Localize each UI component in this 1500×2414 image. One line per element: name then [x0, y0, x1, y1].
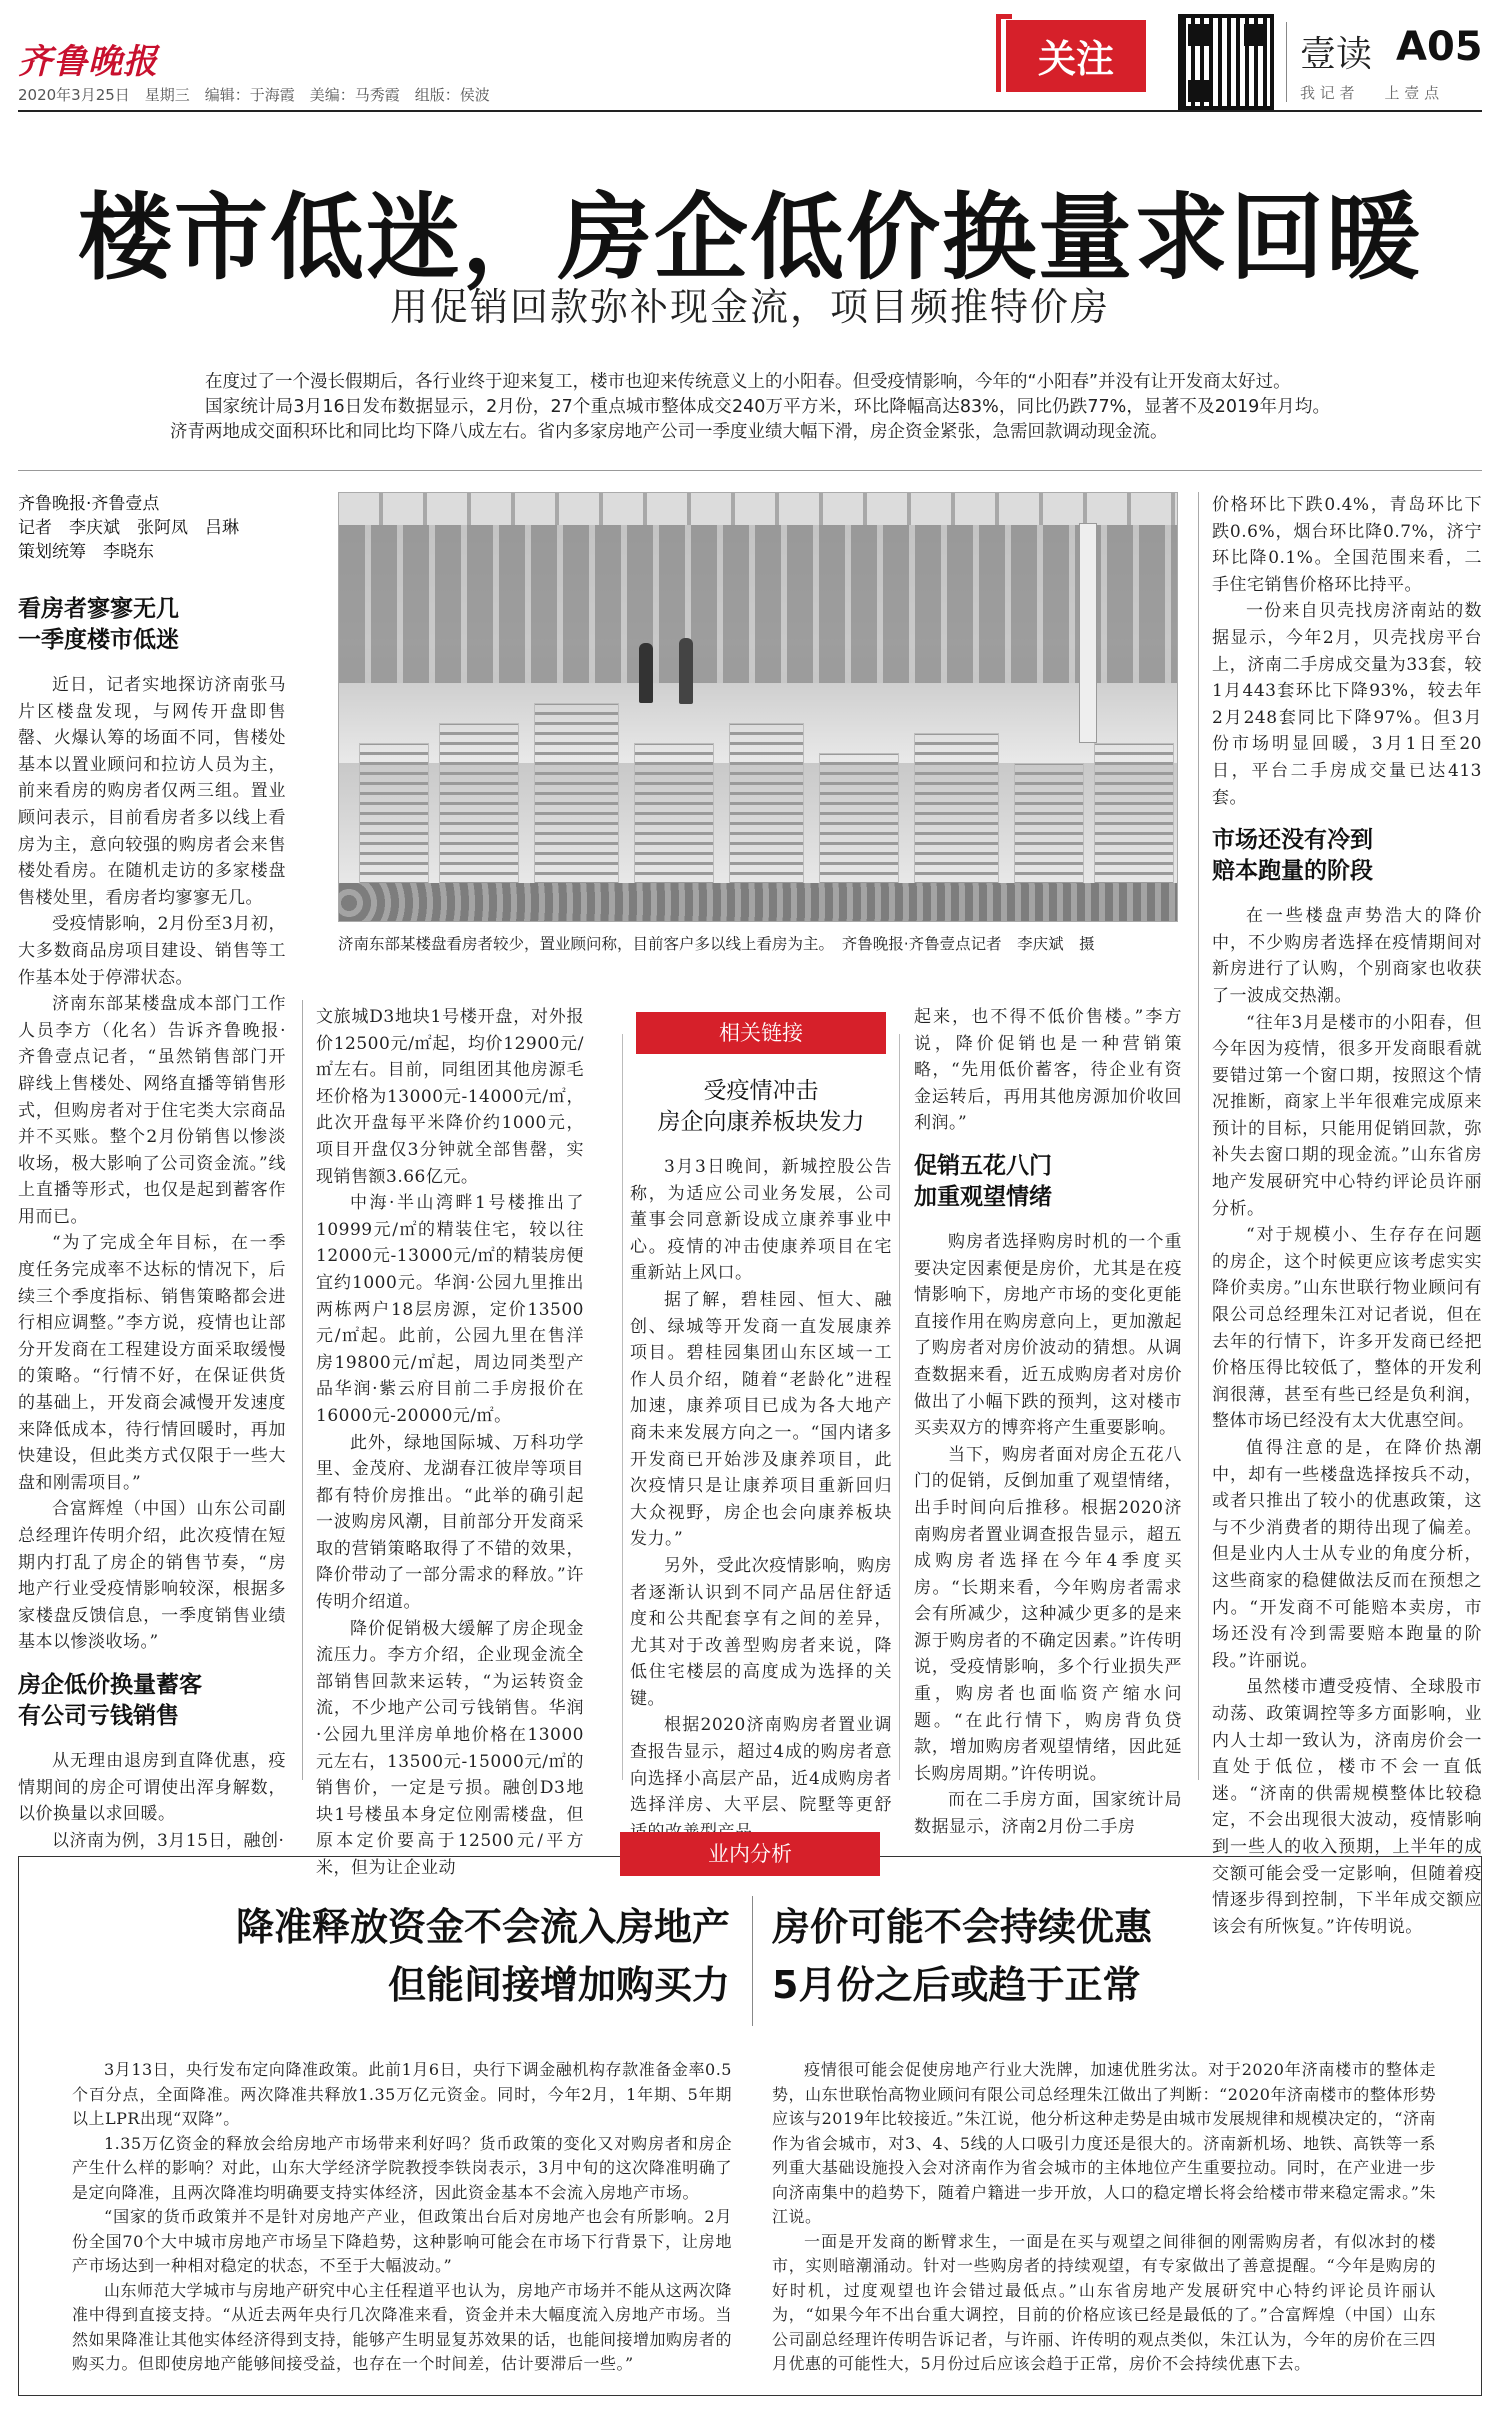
body-paragraph: 而在二手房方面，国家统计局数据显示，济南2月份二手房 [914, 1790, 1182, 1838]
photo-greenery [339, 883, 1178, 922]
subheading-promotions: 促销五花八门 加重观望情绪 [914, 1152, 1052, 1210]
lead-sentence-1: 在度过了一个漫长假期后，各行业终于迎来复工，楼市也迎来传统意义上的小阳春。但受疫情影响，今年的“小阳春”并没有让开发商太好过。 [205, 372, 1291, 392]
body-paragraph: 另外，受此次疫情影响，购房者逐渐认识到不同产品居住舒适度和公共配套享有之间的差异，尤其对于改善型购房者来说，降低住宅楼层的高度成为选择的关键。 [630, 1555, 892, 1709]
paper-name: 齐鲁晚报 [18, 42, 158, 82]
body-paragraph: 在一些楼盘声势浩大的降价中，不少购房者选择在疫情期间对新房进行了认购，个别商家也收获了一波成交热潮。 [1212, 906, 1482, 1006]
lead-paragraph [170, 370, 1330, 445]
body-paragraph: 一面是开发商的断臂求生，一面是在买与观望之间徘徊的刚需购房者，有似冰封的楼市，实则暗潮涌动。针对一些购房者的持续观望，有专家做出了善意提醒。“今年是购房的好时机，过度观望也许会错过最低点。”山东省房地产发展研究中心特约评论员许丽认为，“如果今年不出台重大调控，目前的价格应该已经是最低的了。”合富辉煌（中国）山东公司副总经理许传明告诉记者，与许丽、许传明的观点类似，朱江认为，今年的房价在三四月优惠的可能性大，5月份过后应该会趋于正常，房价不会持续优惠下去。 [772, 2231, 1436, 2373]
byline-source: 齐鲁晚报·齐鲁壹点 [18, 494, 160, 514]
analysis-right-body [772, 2058, 1436, 2377]
main-headline: 楼市低迷，房企低价换量求回暖 [77, 184, 1422, 293]
analysis-left-title: 降准释放资金不会流入房地产 但能间接增加购买力 [235, 1905, 730, 2007]
edition-motto: 我 记 者 上 壹 点 [1300, 84, 1440, 102]
body-paragraph: 根据2020济南购房者置业调查报告显示，超过4成的购房者意向选择小高层产品，近4成购房者选择洋房、大平层、院墅等更舒 [630, 1715, 892, 1816]
lead-sentence-2: 国家统计局3月16日发布数据显示，2月份，27个重点城市整体成交240万平方米，环比降幅高达83%，同比仍跌77%，显著不及2019年月均。济青两地成交面积环比和同比均下降八成左右。省内多家房地产公司一季度业绩大幅下滑，房企资金紧张，急需回款调动现金流。 [170, 397, 1330, 442]
body-paragraph: 购房者选择购房时机的一个重要决定因素便是房价，尤其是在疫情影响下，房地产市场的变化更能直接作用在购房意向上，更加激起了购房者对房价波动的猜想。从调查数据来看，近五成购房者对房价做出了小幅下跌的预判，这对楼市买卖双方的博弈将产生重要影响。 [914, 1231, 1182, 1439]
analysis-divider [752, 1896, 753, 2026]
column-divider [302, 1000, 303, 1780]
body-paragraph: “往年3月是楼市的小阳春，但今年因为疫情，很多开发商眼看就要错过第一个窗口期，按照这个情况推断，商家上半年很难完成原来预计的目标，只能用促销回款，弥补失去窗口期的现金流。”山东省房地产发展研究中心特约评论员许丽分析。 [1212, 1012, 1482, 1219]
issue-meta: 2020年3月25日 星期三 编辑：于海霞 美编：马秀霞 组版：侯波 [18, 86, 490, 104]
analysis-left-body [72, 2058, 732, 2377]
body-paragraph: “为了完成全年目标，在一季度任务完成率不达标的情况下，后续三个季度指标、销售策略都会进行相应调整。”李方说，疫情也让部分开发商在工程建设方面采取缓慢的策略。“行情不好，在保证供货的基础上，开发商会减慢开发速度来降低成本，待行情回暖时，再加快建设，但此类方式仅限于一些大盘和刚需项目。” [18, 1233, 286, 1493]
subheading-market: 市场还没有冷到 赔本跑量的阶段 [1212, 827, 1373, 885]
sub-headline: 用促销回款弥补现金流，项目频推特价房 [389, 285, 1110, 329]
body-paragraph: 起来，也不得不低价售楼。”李方说，降价促销也是一种营销策略，“先用低价蓄客，待企业有资金运转后，再用其他房源加价收回利润。” [914, 1007, 1182, 1134]
body-paragraph: 中海·半山湾畔1号楼推出了10999元/㎡的精装住宅，较以往12000元-13000元/㎡的精装房便宜约1000元。华润·公园九里推出两栋两户18层房源，定价13500元/㎡起。此前，公园九里在售洋房19800元/㎡起，周边同类型产品华润·紫云府目前二手房报价在16000元-20000元/㎡。 [316, 1193, 584, 1426]
body-paragraph: 据了解，碧桂园、恒大、融创、绿城等开发商一直发展康养项目。碧桂园集团山东区域一工作人员介绍，随着“老龄化”进程加速，康养项目已成为各大地产商未来发展方向之一。“国内诸多开发商已开始涉及康养项目，此次疫情只是让康养项目重新回归大众视野，房企也会向康养板块发力。” [630, 1289, 892, 1550]
body-paragraph: “国家的货币政策并不是针对房地产产业，但政策出台后对房地产也会有所影响。2月份全国70个大中城市房地产市场呈下降趋势，这种影响可能会在市场下行背景下，让房地产市场达到一种相对稳定的状态，不至于大幅波动。” [72, 2207, 732, 2275]
body-paragraph: 值得注意的是，在降价热潮中，却有一些楼盘选择按兵不动，或者只推出了较小的优惠政策，这与不少消费者的期待出现了偏差。但是业内人士从专业的角度分析，这些商家的稳健做法反而在预想之内。“开发商不可能赔本卖房，市场还没有冷到需要赔本跑量的阶段。”许丽说。 [1212, 1438, 1482, 1671]
body-paragraph: 合富辉煌（中国）山东公司副总经理许传明介绍，此次疫情在短期内打乱了房企的销售节奏，“房地产行业受疫情影响较深，根据多家楼盘反馈信息，一季度销售业绩基本以惨淡收场。” [18, 1499, 286, 1653]
page-number: A05 [1396, 24, 1483, 70]
column-divider [1198, 492, 1199, 1780]
qr-code-icon [1178, 14, 1274, 110]
body-paragraph: 1.35万亿资金的释放会给房地产市场带来利好吗？货币政策的变化又对购房者和房企产生什么样的影响？对此，山东大学经济学院教授李铁岗表示，3月中旬的这次降准明确了是定向降准，且两次降准均明确要支持实体经济，因此资金基本不会流入房地产市场。 [72, 2133, 732, 2202]
column-4 [914, 1004, 1182, 1841]
body-paragraph: 以济南为例，3月15日，融创· [52, 1830, 285, 1851]
photo-ceiling [339, 493, 1178, 525]
body-paragraph: 当下，购房者面对房企五花八门的促销，反倒加重了观望情绪，出手时间向后推移。根据2020济南购房者置业调查报告显示，超五成购房者选择在今年4季度买房。“长期来看，今年购房者需求会有所减少，这种减少更多的是来源于购房者的不确定因素。”许传明说，受疫情影响，多个行业损失严重，购房者也面临资产缩水问题。“在此行情下，购房背负贷款，增加购房者观望情绪，因此延长购房周期。”许传明说。 [914, 1444, 1182, 1784]
body-paragraph: 3月3日晚间，新城控股公告称，为适应公司业务发展，公司董事会同意新设成立康养事业中心。疫情的冲击使康养项目在宅重新站上风口。 [630, 1157, 892, 1284]
body-paragraph: 降价促销极大缓解了房企现金流压力。李方介绍，企业现金流全部销售回款来运转，“为运转资金流，不少地产公司亏钱销售。华润·公园九里洋房单地价格在13000元左右，13500元-15000元/㎡的销售价，一定是亏损。融创D3地块1号楼虽本身定位刚需楼盘，但原本定价要高于12500元/平方米，但为让企业动 [316, 1618, 584, 1878]
subheading-low-price: 房企低价换量蓄客 有公司亏钱销售 [18, 1671, 202, 1729]
body-paragraph: 一份来自贝壳找房济南站的数据显示，今年2月，贝壳找房平台上，济南二手房成交量为33套，较1月443套环比下降93%，较去年2月248套同比下降97%。但3月份市场明显回暖，3月1日至20日，平台二手房成交量已达413套。 [1212, 601, 1482, 808]
edition-name: 壹读 [1300, 34, 1373, 75]
body-paragraph: 近日，记者实地探访济南张马片区楼盘发现，与网传开盘即售罄、火爆认筹的场面不同，售楼处基本以置业顾问和拉访人员为主，前来看房的购房者仅两三组。置业顾问表示，目前看房者多以线上看房为主，意向较强的购房者会来售楼处看房。在随机走访的多家楼盘售楼处里，看房者均寥寥无几。 [18, 675, 286, 908]
body-paragraph: 山东师范大学城市与房地产研究中心主任程道平也认为，房地产市场并不能从这两次降准中得到直接支持。“从近去两年央行几次降准来看，资金并未大幅度流入房地产市场。当然如果降准让其他实体经济得到支持，能够产生明显复苏效果的话，也能间接增加购房者的购买力。但即使房地产能够间接受益，也存在一个时间差，估计要滞后一些。” [72, 2280, 733, 2373]
lead-rule [18, 470, 1482, 471]
body-paragraph: 价格环比下跌0.4%，青岛环比下跌0.6%，烟台环比降0.7%，济宁环比降0.1%。全国范围来看，二手住宅销售价格环比持平。 [1212, 495, 1482, 595]
photo-lamp [1079, 523, 1097, 743]
subheading-viewers-few: 看房者寥寥无几 一季度楼市低迷 [18, 596, 179, 653]
body-paragraph: 此外，绿地国际城、万科功学里、金茂府、龙湖春江彼岸等项目都有特价房推出。“此举的确引起一波购房风潮，目前部分开发商采取的营销策略取得了不错的效果，降价带动了一部分需求的释放。”许传明介绍道。 [316, 1432, 584, 1613]
masthead-rule [18, 110, 1482, 112]
news-photo [338, 492, 1178, 922]
body-paragraph: 文旅城D3地块1号楼开盘，对外报价12500元/㎡起，均价12900元/㎡左右。目前，同组团其他房源毛坯价格为13000元-14000元/㎡，此次开盘每平米降价约1000元，项目开盘仅3分钟就全部售罄，实现销售额3.66亿元。 [316, 1007, 584, 1187]
masthead-divider [1286, 22, 1287, 102]
byline [18, 492, 318, 564]
body-paragraph: 从无理由退房到直降优惠，疫情期间的房企可谓使出浑身解数，以价换量以求回暖。 [18, 1750, 286, 1825]
body-paragraph: 疫情很可能会促使房地产行业大洗牌，加速优胜劣汰。对于2020年济南楼市的整体走势，山东世联怡高物业顾问有限公司总经理朱江做出了判断：“2020年济南楼市的整体形势应该与2019年比较接近。”朱江说，他分析这种走势是由城市发展规律和规模决定的，“济南作为省会城市，对3、4、5线的人口吸引力度还是很大的。济南新机场、地铁、高铁等一系列重大基础设施投入会对济南作为省会城市的主体地位产生重要拉动。同时，在产业进一步向济南集中的趋势下，随着户籍进一步开放，人口的稳定增长将会给楼市带来稳定需求。”朱江说。 [772, 2060, 1436, 2226]
related-link-tag: 相关链接 [636, 1012, 886, 1054]
section-label: 关注 [1037, 37, 1114, 81]
photo-person [679, 638, 693, 704]
column-3 [630, 1070, 892, 1845]
analysis-tag: 业内分析 [620, 1832, 880, 1876]
body-paragraph: 3月13日，央行发布定向降准政策。此前1月6日，央行下调金融机构存款准备金率0.5个百分点，全面降准。两次降准共释放1.35万亿元资金。同时，今年2月，1年期、5年期以上LPR出现“双降”。 [72, 2060, 732, 2128]
body-paragraph: 济南东部某楼盘成本部门工作人员李方（化名）告诉齐鲁晚报·齐鲁壹点记者，“虽然销售部门开辟线上售楼处、网络直播等销售形式，但购房者对于住宅类大宗商品并不买账。整个2月份销售以惨淡收场，极大影响了公司资金流。”线上直播等形式，也仅是起到蓄客作用而已。 [18, 994, 286, 1227]
body-paragraph: 虽然楼市遭受疫情、全球股市动荡、政策调控等多方面影响，业内人士却一致认为，济南房价会一直处于低位，楼市不会一直低迷。“济南的供需规模整体比较稳定，不会出现很大波动，疫情影响到一些人的收入预期，上半年的成交额可能会受一定影响，但随着疫情逐步得到控制，下半年成交额应该会有所恢复。”许传明说。 [1212, 1677, 1482, 1937]
body-paragraph: 受疫情影响，2月份至3月初，大多数商品房项目建设、销售等工作基本处于停滞状态。 [18, 914, 286, 988]
related-link-title: 受疫情冲击 房企向康养板块发力 [657, 1078, 865, 1135]
column-5 [1212, 492, 1482, 1940]
byline-reporters: 记者 李庆斌 张阿凤 吕琳 [18, 518, 239, 538]
photo-interior-shelves [339, 523, 1178, 683]
analysis-right-title: 房价可能不会持续优惠 5月份之后或趋于正常 [772, 1905, 1153, 2007]
column-2 [316, 1004, 584, 1882]
photo-person [639, 643, 653, 703]
body-paragraph: “对于规模小、生存存在问题的房企，这个时候更应该考虑实实降价卖房。”山东世联行物业顾问有限公司总经理朱江对记者说，但在去年的行情下，许多开发商已经把价格压得比较低了，整体的开发利润很薄，甚至有些已经是负利润，整体市场已经没有太大优惠空间。 [1212, 1225, 1482, 1432]
byline-planner: 策划统筹 李晓东 [18, 542, 154, 562]
photo-caption: 济南东部某楼盘看房者较少，置业顾问称，目前客户多以线上看房为主。 齐鲁晚报·齐鲁壹点记者 李庆斌 摄 [338, 935, 1095, 953]
column-1 [18, 580, 286, 1854]
